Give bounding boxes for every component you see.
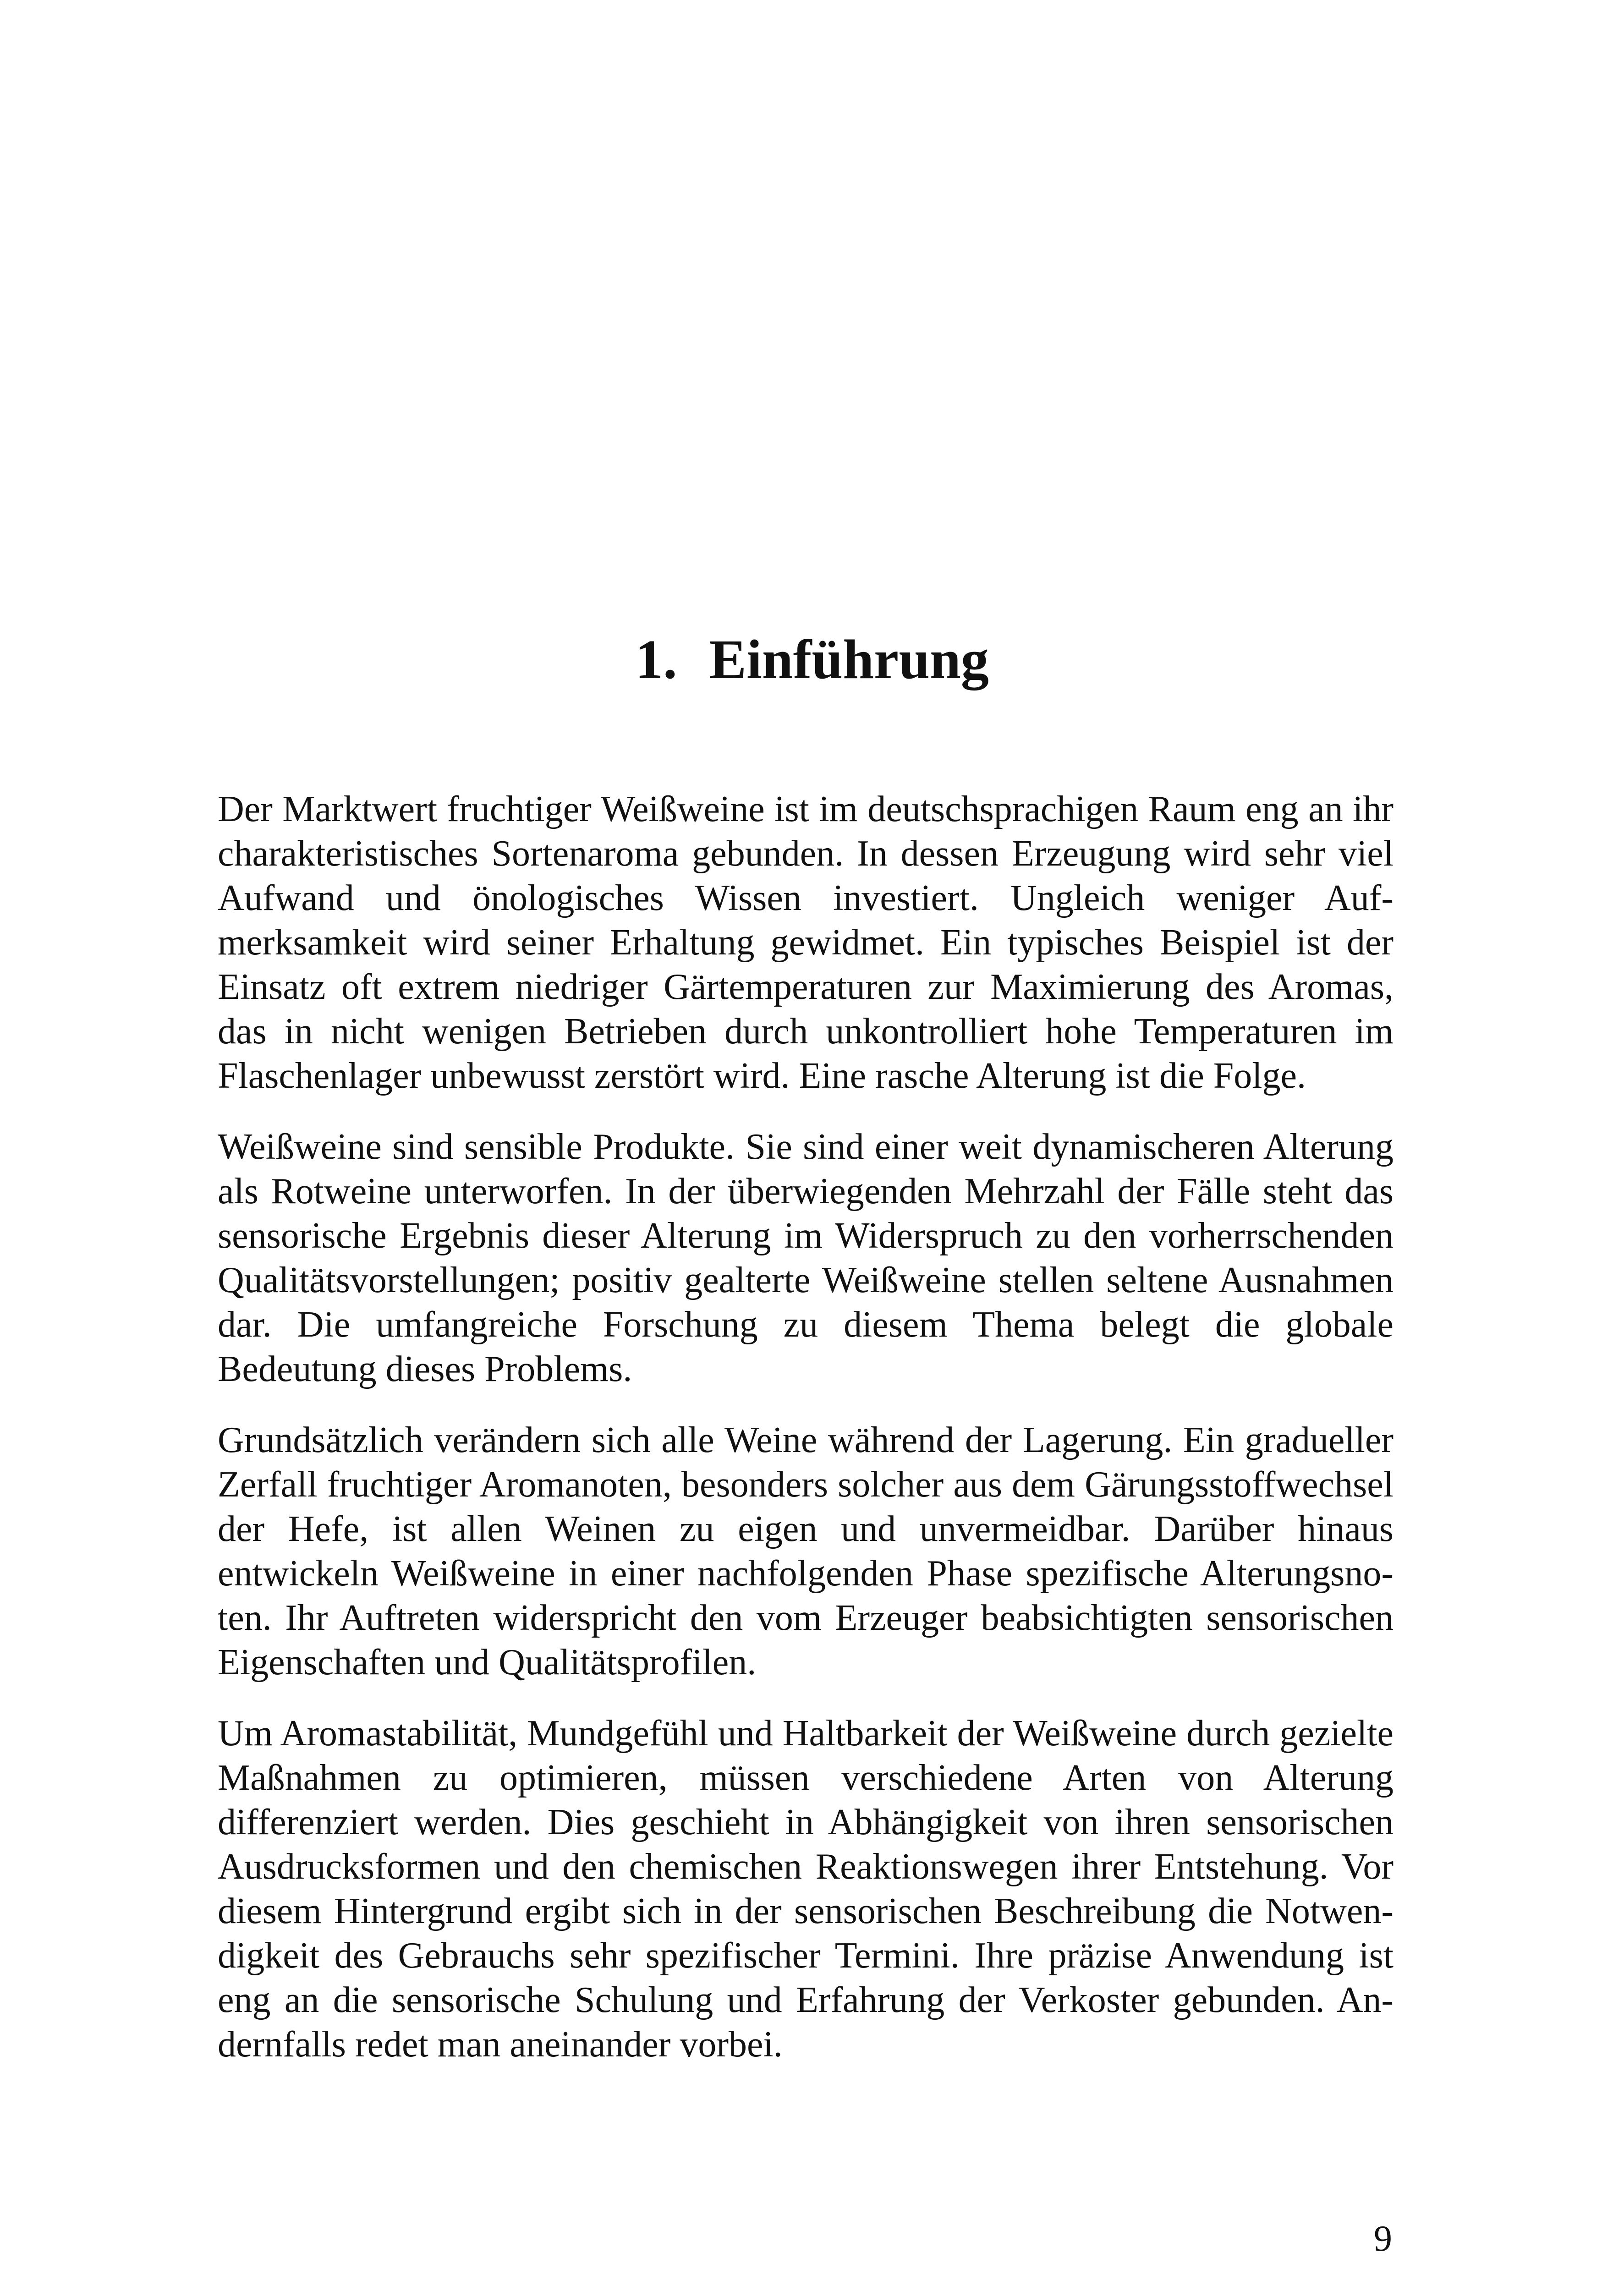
body-text [218, 787, 1394, 2094]
chapter-title-text: Einführung [709, 629, 989, 691]
page-number: 9 [1374, 2219, 1392, 2259]
paragraph-1: Der Marktwert fruchtiger Weißweine ist im deutschsprachigen Raum eng an ihr charakteristisches Sortenaroma gebunden. In dessen Erzeugung wird sehr viel Aufwand und önologisches Wissen investiert. Ungleich weniger Aufmerksamkeit wird seiner Erhaltung gewidmet. Ein typisches Beispiel ist der Einsatz oft extrem niedriger Gärtemperaturen zur Maximierung des Aromas, das in nicht wenigen Betrieben durch unkontrolliert hohe Temperaturen im Flaschenlager unbewusst zerstört wird. Eine rasche Alterung ist die Folge. [218, 789, 1394, 1096]
chapter-heading [0, 623, 1624, 696]
paragraph-2: Weißweine sind sensible Produkte. Sie sind einer weit dynamischeren Alterung als Rotweine unterworfen. In der überwiegenden Mehrzahl der Fälle steht das sensorische Ergebnis dieser Alterung im Widerspruch zu den vorherrschenden Qualitätsvorstellungen; positiv gealterte Weißweine stellen seltene Ausnahmen dar. Die umfangreiche Forschung zu diesem Thema belegt die globale Bedeutung dieses Problems. [218, 1127, 1394, 1389]
chapter-number: 1. [635, 629, 677, 691]
paragraph-3: Grundsätzlich verändern sich alle Weine während der Lagerung. Ein gradueller Zerfall fruchtiger Aromanoten, besonders solcher aus dem Gärungsstoffwechsel der Hefe, ist allen Weinen zu eigen und unvermeidbar. Darüber hinaus entwickeln Weißweine in einer nachfolgenden Phase spezifische Alterungsnoten. Ihr Auftreten widerspricht den vom Erzeuger beabsichtigten sensorischen Eigenschaften und Qualitätsprofilen. [218, 1420, 1394, 1683]
paragraph-4: Um Aromastabilität, Mundgefühl und Haltbarkeit der Weißweine durch gezielte Maßnahmen zu optimieren, müssen verschiedene Arten von Alterung differenziert werden. Dies geschieht in Abhängigkeit von ihren sensorischen Ausdrucksformen und den chemischen Reaktionswegen ihrer Entstehung. Vor diesem Hintergrund ergibt sich in der sensorischen Beschreibung die Notwendigkeit des Gebrauchs sehr spezifischer Termini. Ihre präzise Anwendung ist eng an die sensorische Schulung und Erfahrung der Verkoster gebunden. Andernfalls redet man aneinander vorbei. [218, 1713, 1394, 2065]
